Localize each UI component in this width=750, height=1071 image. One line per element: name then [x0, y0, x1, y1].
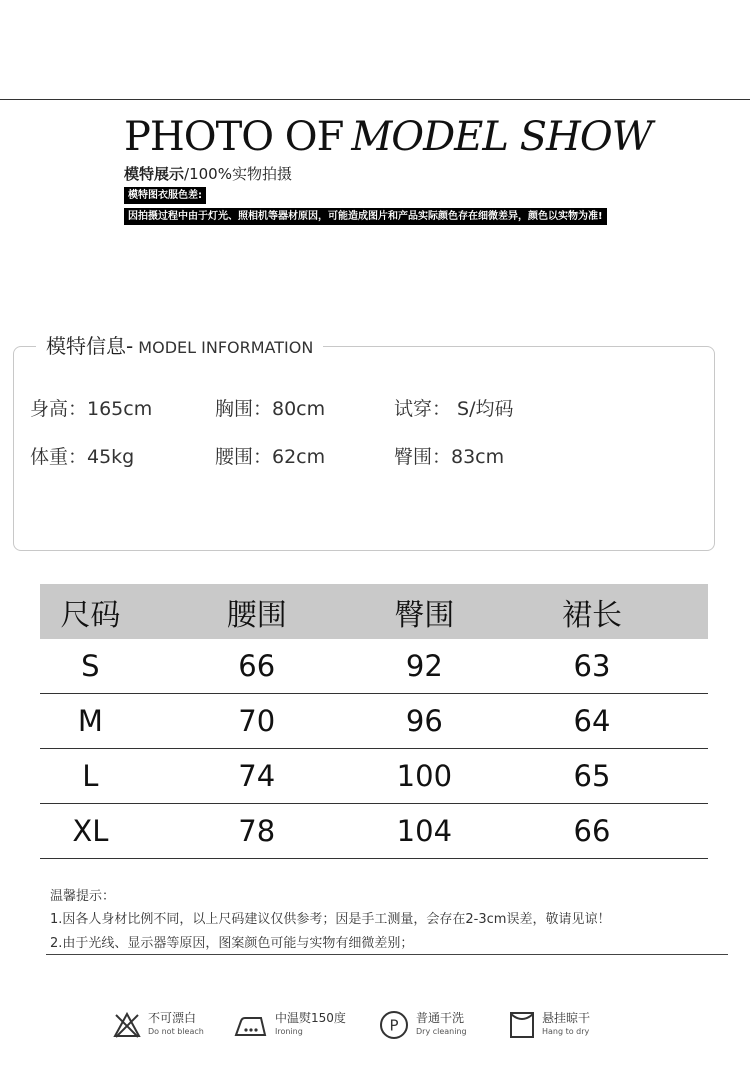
- tips-line-1: 1.因各人身材比例不同，以上尺码建议仅供参考；因是手工测量，会存在2-3cm误差，敬请见谅！: [50, 912, 611, 927]
- cell-waist: 78: [141, 804, 373, 859]
- cell-length: 64: [476, 694, 708, 749]
- cell-waist: 70: [141, 694, 373, 749]
- cell-hip: 104: [373, 804, 476, 859]
- table-row: [40, 639, 708, 694]
- table-row: [40, 694, 708, 749]
- header-waist: 腰围: [141, 584, 373, 639]
- size-table: [40, 584, 708, 859]
- cell-length: 65: [476, 749, 708, 804]
- care-iron-cn: 中温熨150度: [275, 1011, 346, 1025]
- subtitle-rest: /100%实物拍摄: [184, 165, 292, 183]
- header-length: 裙长: [476, 584, 708, 639]
- top-divider: [0, 99, 750, 100]
- table-row: [40, 804, 708, 859]
- subtitle-bold: 模特展示: [124, 165, 185, 183]
- color-note-label: 模特图衣服色差:: [124, 187, 206, 204]
- model-hip: 臀围：83cm: [394, 446, 505, 468]
- table-row: [40, 749, 708, 804]
- care-iron-en: Ironing: [275, 1027, 303, 1036]
- care-dry-clean-en: Dry cleaning: [416, 1027, 467, 1036]
- header-size: 尺码: [40, 584, 141, 639]
- no-bleach-icon: [112, 1011, 142, 1039]
- dry-clean-icon: [378, 1009, 410, 1041]
- header-hip: 臀围: [373, 584, 476, 639]
- color-note-text: 因拍摄过程中由于灯光、照相机等器材原因，可能造成图片和产品实际颜色存在细微差异，颜色以实物为准!: [124, 208, 607, 225]
- bottom-divider: [46, 954, 728, 955]
- model-waist: 腰围：62cm: [215, 446, 326, 468]
- page-subtitle: [124, 163, 292, 184]
- model-height: 身高：165cm: [30, 398, 153, 420]
- cell-size: XL: [40, 804, 141, 859]
- cell-size: S: [40, 639, 141, 694]
- cell-size: M: [40, 694, 141, 749]
- tips-line-2: 2.由于光线、显示器等原因，图案颜色可能与实物有细微差别；: [50, 936, 414, 951]
- care-no-bleach-cn: 不可漂白: [148, 1011, 197, 1025]
- model-tried-size: 试穿： S/均码: [394, 398, 514, 420]
- care-dry-clean: [378, 1007, 467, 1043]
- care-no-bleach: [112, 1007, 204, 1043]
- cell-hip: 100: [373, 749, 476, 804]
- page-title: [124, 112, 652, 162]
- care-iron: [233, 1007, 346, 1043]
- iron-icon: [233, 1011, 269, 1039]
- title-italic: MODEL SHOW: [351, 114, 652, 160]
- care-hang-dry-cn: 悬挂晾干: [542, 1011, 591, 1025]
- cell-length: 63: [476, 639, 708, 694]
- cell-length: 66: [476, 804, 708, 859]
- care-hang-dry: [508, 1007, 590, 1043]
- model-bust: 胸围：80cm: [215, 398, 326, 420]
- model-info-title: [36, 332, 323, 362]
- svg-text:P: P: [389, 1016, 399, 1035]
- tips-heading: 温馨提示：: [50, 889, 116, 904]
- size-table-header: [40, 584, 708, 639]
- model-info-title-en: MODEL INFORMATION: [133, 338, 314, 357]
- title-roman: PHOTO OF: [124, 114, 344, 160]
- model-info-title-cn: 模特信息-: [46, 334, 134, 358]
- care-dry-clean-cn: 普通干洗: [416, 1011, 465, 1025]
- model-weight: 体重：45kg: [30, 446, 135, 468]
- hang-dry-icon: [508, 1010, 536, 1040]
- cell-hip: 92: [373, 639, 476, 694]
- care-hang-dry-en: Hang to dry: [542, 1027, 590, 1036]
- cell-hip: 96: [373, 694, 476, 749]
- care-no-bleach-en: Do not bleach: [148, 1027, 204, 1036]
- cell-size: L: [40, 749, 141, 804]
- cell-waist: 66: [141, 639, 373, 694]
- cell-waist: 74: [141, 749, 373, 804]
